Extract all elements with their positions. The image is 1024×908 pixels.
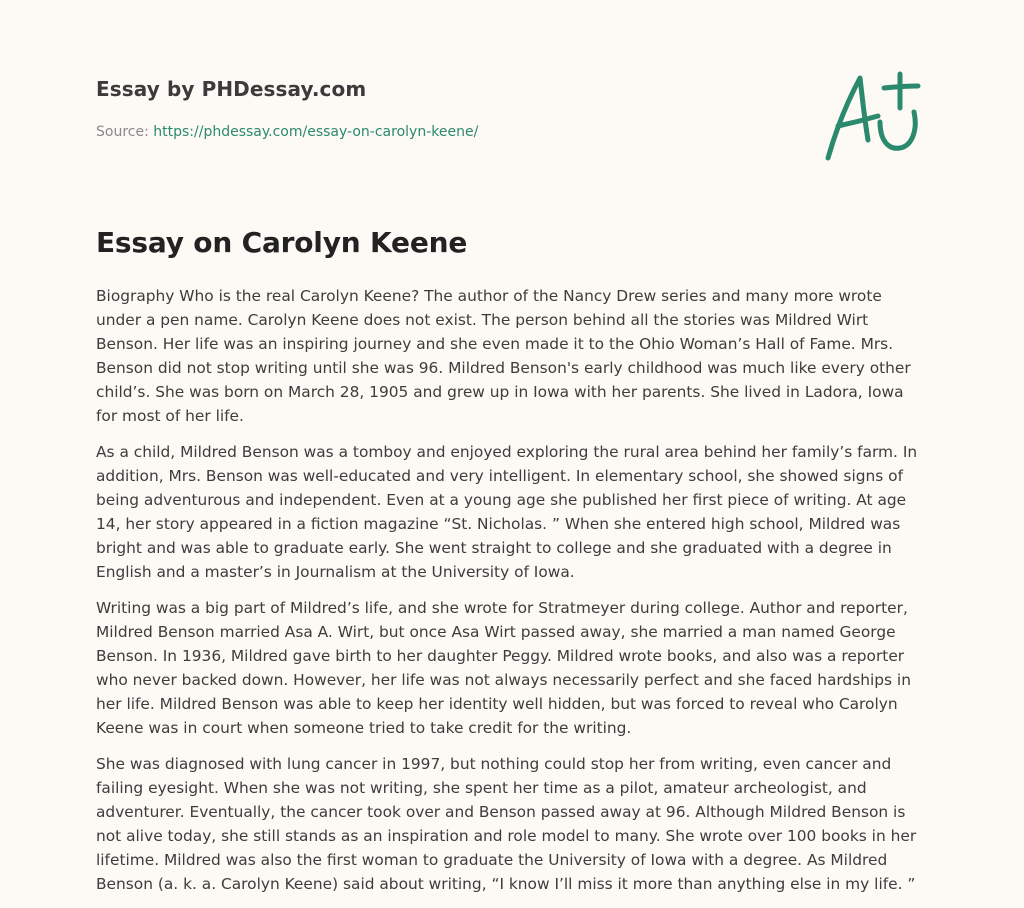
source-label: Source: [96, 124, 154, 140]
site-brand: Essay by PHDessay.com [96, 77, 367, 101]
source-line [96, 124, 478, 140]
essay-paragraph: As a child, Mildred Benson was a tomboy and enjoyed exploring the rural area behind her family’s farm. In addition, Mrs. Benson was well-educated and very intelligent. In elementary school, she showed signs of being adventurous and independent. Even at a young age she published her first piece of writing. At age 14, her story appeared in a fiction magazine “St. Nicholas. ” When she entered high school, Mildred was bright and was able to graduate early. She went straight to college and she graduated with a degree in English and a master’s in Journalism at the University of Iowa. [96, 443, 918, 581]
source-link[interactable]: https://phdessay.com/essay-on-carolyn-keene/ [153, 124, 479, 140]
essay-paragraph: Writing was a big part of Mildred’s life, and she wrote for Stratmeyer during college. Author and reporter, Mildred Benson married Asa A. Wirt, but once Asa Wirt passed away, she married a man named George Benson. In 1936, Mildred gave birth to her daughter Peggy. Mildred wrote books, and also was a reporter who never backed down. However, her life was not always necessarily perfect and she faced hardships in her life. Mildred Benson was able to keep her identity well hidden, but was forced to reveal who Carolyn Keene was in court when someone tried to take credit for the writing. [96, 599, 911, 737]
a-plus-logo-icon [822, 68, 926, 164]
essay-paragraph: Biography Who is the real Carolyn Keene? The author of the Nancy Drew series and many more wrote under a pen name. Carolyn Keene does not exist. The person behind all the stories was Mildred Wirt Benson. Her life was an inspiring journey and she even made it to the Ohio Woman’s Hall of Fame. Mrs. Benson did not stop writing until she was 96. Mildred Benson's early childhood was much like every other child’s. She was born on March 28, 1905 and grew up in Iowa with her parents. She lived in Ladora, Iowa for most of her life. [96, 287, 911, 425]
essay-paragraph: She was diagnosed with lung cancer in 1997, but nothing could stop her from writing, even cancer and failing eyesight. When she was not writing, she spent her time as a pilot, amateur archeologist, and adventurer. Eventually, the cancer took over and Benson passed away at 96. Although Mildred Benson is not alive today, she still stands as an inspiration and role model to many. She wrote over 100 books in her lifetime. Mildred was also the first woman to graduate the University of Iowa with a degree. As Mildred Benson (a. k. a. Carolyn Keene) said about writing, “I know I’ll miss it more than anything else in my life. ” [96, 755, 917, 893]
essay-body [96, 284, 928, 908]
essay-page [96, 0, 928, 900]
essay-title: Essay on Carolyn Keene [96, 226, 468, 259]
